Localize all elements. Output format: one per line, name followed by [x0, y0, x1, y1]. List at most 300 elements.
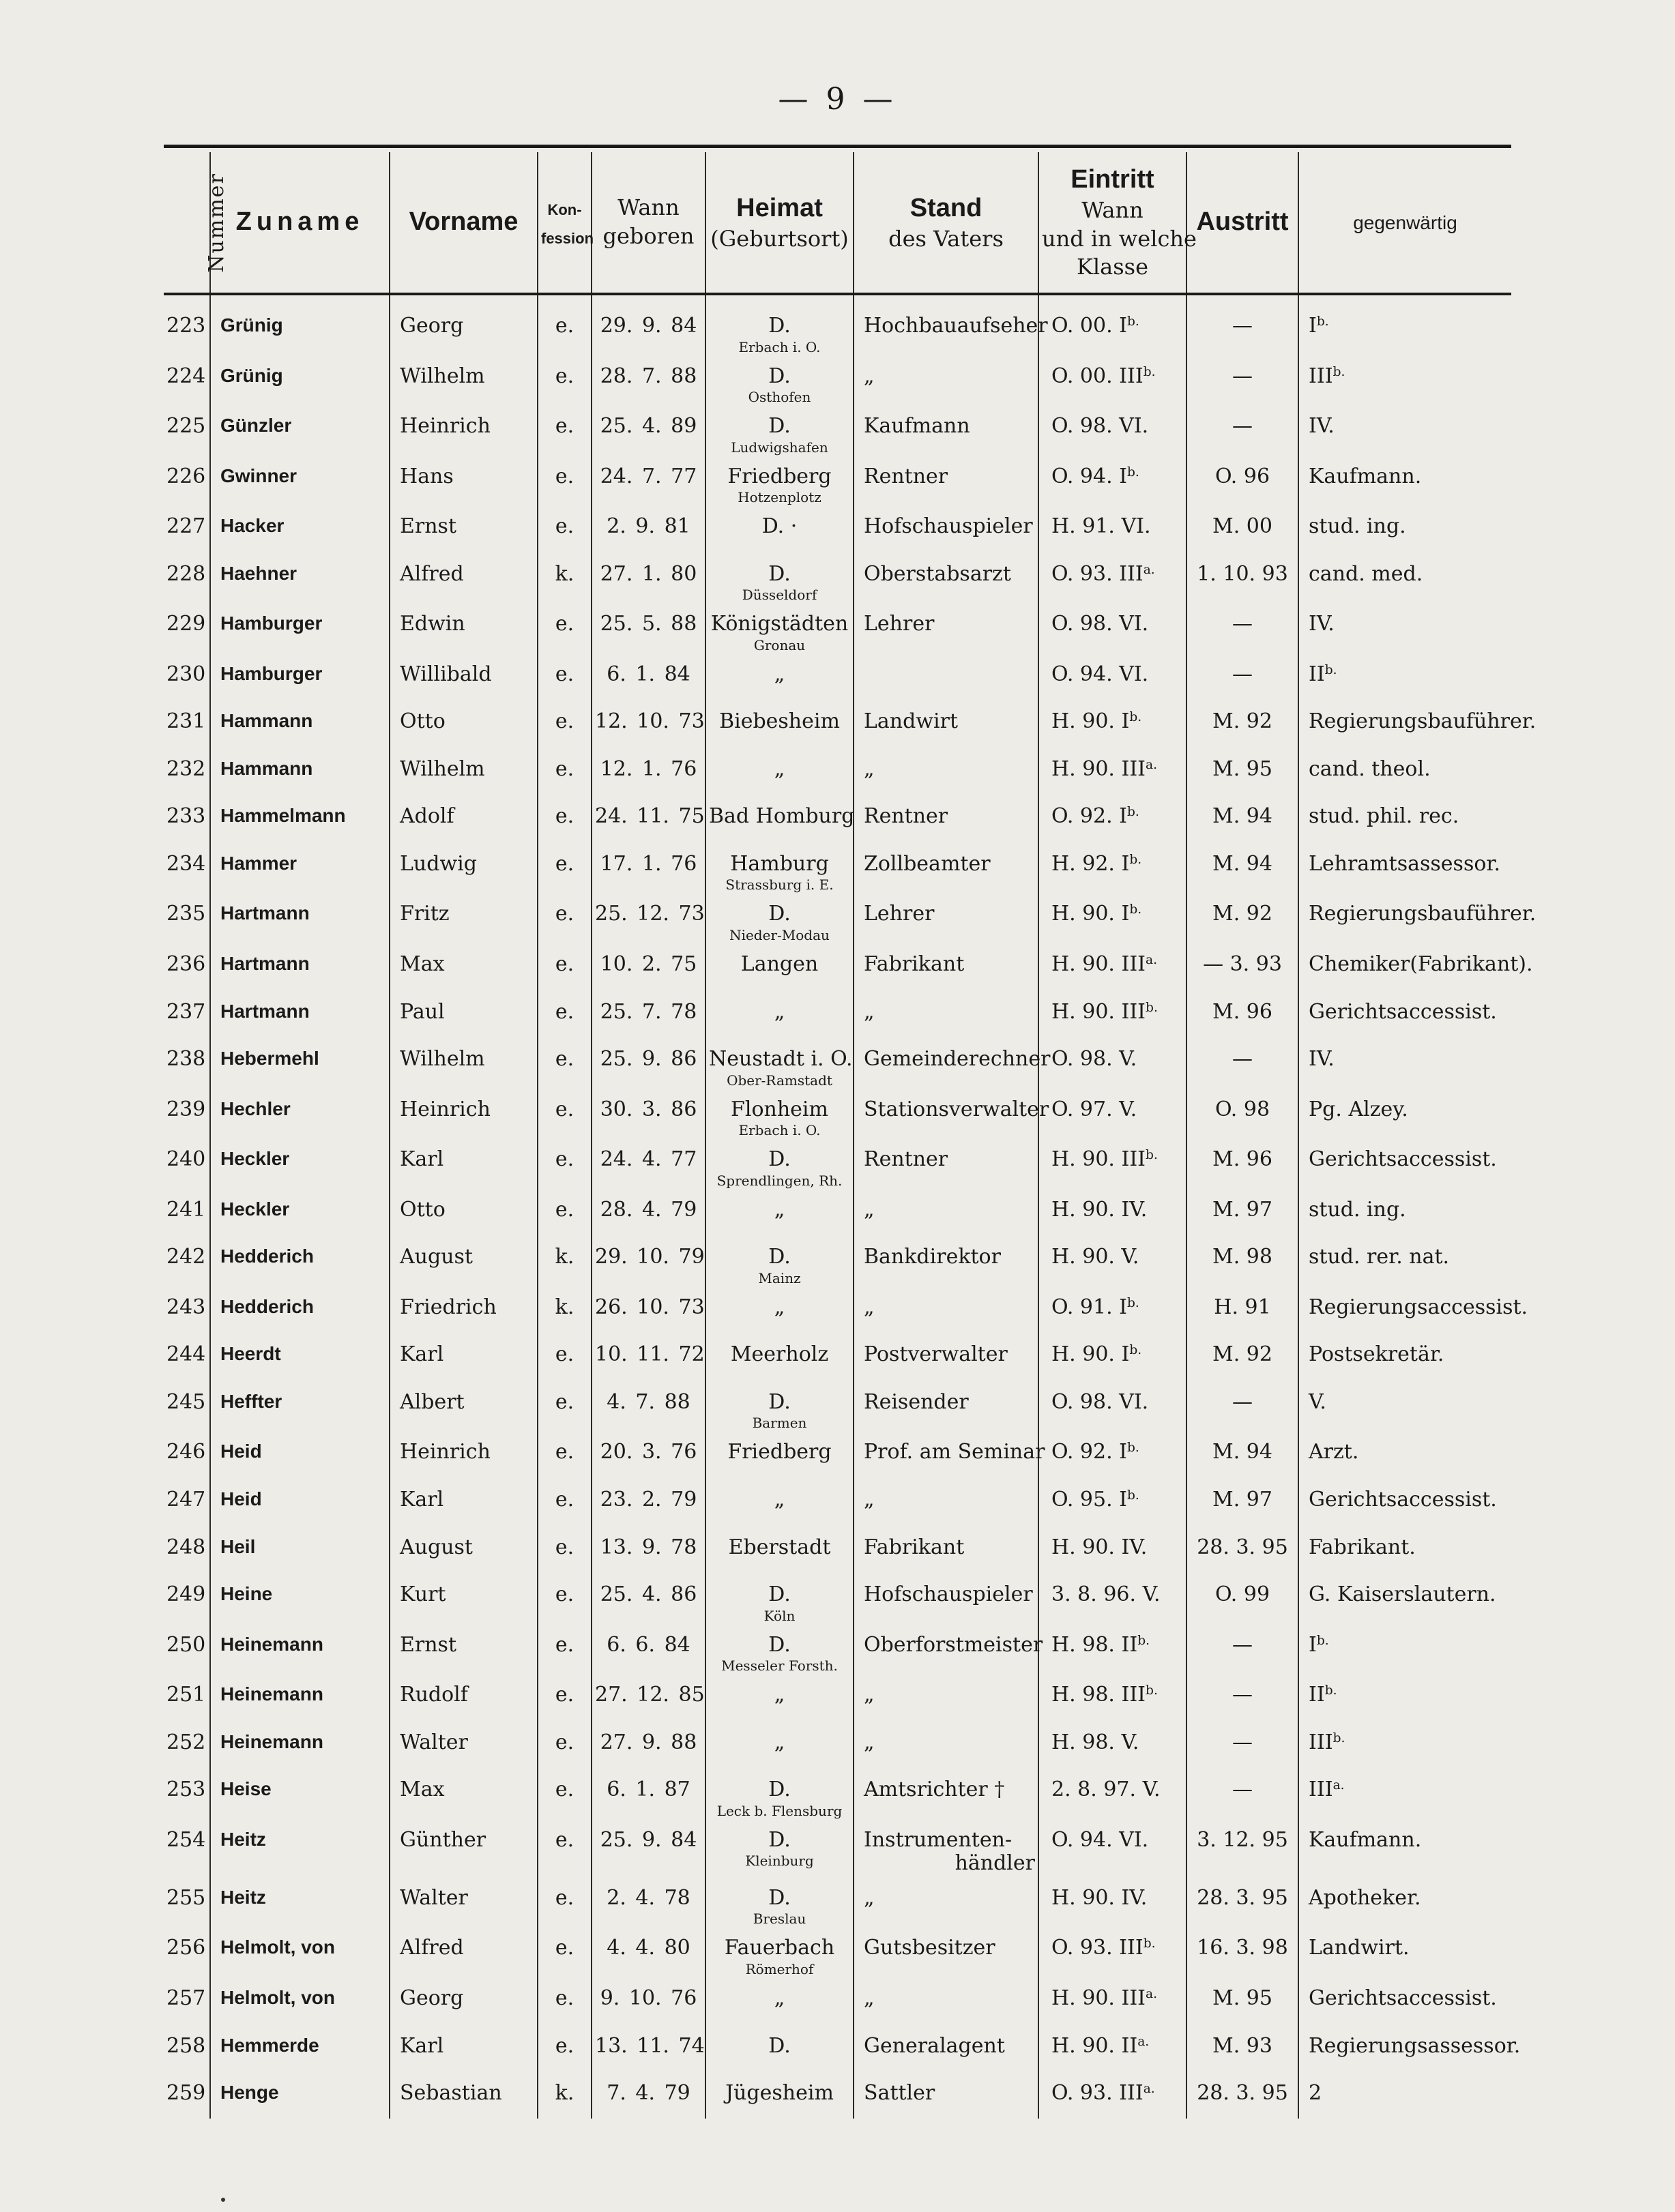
cell-geboren: 29. 9. 84 — [592, 294, 705, 354]
gegenwaertig-text: III — [1309, 364, 1333, 388]
stand-text: Bankdirektor — [864, 1245, 1001, 1269]
heimat-text: D. — [768, 314, 791, 338]
stand-text: „ — [864, 1885, 875, 1910]
cell-eintritt — [1038, 1767, 1186, 1818]
cell-zuname: Hemmerde — [210, 2024, 390, 2071]
eintritt-text: H. 90. I — [1051, 1342, 1130, 1367]
table-row — [164, 2024, 1511, 2071]
table-row — [164, 747, 1511, 795]
cell-gegenwaertig — [1298, 747, 1511, 795]
table-row — [164, 1235, 1511, 1285]
stand-text: Landwirt — [864, 709, 959, 734]
table-row — [164, 504, 1511, 552]
cell-konfession: e. — [538, 699, 592, 747]
header-heimat: Heimat (Geburtsort) — [705, 152, 854, 294]
stand-text: Gutsbesitzer — [864, 1936, 995, 1960]
heimat-text: Biebesheim — [719, 709, 840, 734]
cell-nummer: 256 — [166, 1936, 206, 1960]
stand-text: „ — [864, 999, 875, 1024]
cell-eintritt — [1038, 1926, 1186, 1976]
cell-vorname: Georg — [390, 294, 538, 354]
eintritt-superscript: b. — [1127, 464, 1139, 480]
eintritt-text: H. 90. III — [1051, 756, 1146, 781]
gegenwaertig-text: stud. ing. — [1309, 1197, 1406, 1222]
cell-konfession: e. — [538, 1188, 592, 1235]
eintritt-text: O. 00. III — [1051, 364, 1144, 388]
cell-nummer: 235 — [166, 902, 206, 926]
stand-text: Hochbauaufseher — [864, 314, 1048, 338]
stand-text: „ — [864, 1197, 875, 1222]
cell-geboren: 25. 5. 88 — [592, 602, 705, 652]
cell-konfession: e. — [538, 1876, 592, 1926]
heimat-geburtsort: Nieder-Modau — [729, 926, 830, 943]
cell-vorname: Walter — [390, 1720, 538, 1768]
cell-vorname: Wilhelm — [390, 747, 538, 795]
cell-stand — [854, 454, 1038, 505]
table-row — [164, 1818, 1511, 1876]
eintritt-superscript: a. — [1143, 562, 1155, 577]
cell-geboren: 17. 1. 76 — [592, 842, 705, 892]
cell-zuname: Helmolt, von — [210, 1976, 390, 2024]
table-row — [164, 891, 1511, 942]
cell-stand — [854, 1876, 1038, 1926]
cell-geboren: 13. 9. 78 — [592, 1525, 705, 1573]
table-row — [164, 1380, 1511, 1430]
cell-heimat — [705, 1087, 854, 1138]
cell-heimat — [705, 2071, 854, 2119]
cell-heimat — [705, 942, 854, 990]
cell-geboren: 2. 4. 78 — [592, 1876, 705, 1926]
header-zuname: Zuname — [210, 152, 390, 294]
eintritt-text: O. 93. III — [1051, 2081, 1144, 2106]
cell-vorname: Walter — [390, 1876, 538, 1926]
gegenwaertig-text: Gerichtsaccessist. — [1309, 1986, 1497, 2010]
cell-austritt: — 3. 93 — [1186, 942, 1298, 990]
cell-stand — [854, 354, 1038, 404]
cell-nummer: 225 — [166, 414, 206, 438]
cell-geboren: 26. 10. 73 — [592, 1285, 705, 1333]
cell-heimat — [705, 1525, 854, 1573]
gegenwaertig-text: Regierungsassessor. — [1309, 2033, 1521, 2058]
cell-nummer: 259 — [166, 2081, 206, 2106]
table-row — [164, 990, 1511, 1037]
cell-gegenwaertig — [1298, 842, 1511, 892]
heimat-geburtsort: Strassburg i. E. — [725, 876, 834, 894]
cell-gegenwaertig — [1298, 1477, 1511, 1525]
cell-gegenwaertig — [1298, 1876, 1511, 1926]
eintritt-text: O. 98. VI. — [1051, 1389, 1149, 1414]
heimat-text: „ — [774, 1197, 785, 1222]
cell-nummer: 232 — [166, 756, 206, 781]
cell-konfession: e. — [538, 1380, 592, 1430]
eintritt-text: O. 94. VI. — [1051, 662, 1149, 686]
heimat-geburtsort: Erbach i. O. — [738, 338, 821, 355]
cell-eintritt — [1038, 1976, 1186, 2024]
heimat-text: D. — [768, 1245, 791, 1269]
cell-zuname: Hechler — [210, 1087, 390, 1138]
cell-stand — [854, 1037, 1051, 1087]
eintritt-superscript: b. — [1127, 1441, 1139, 1456]
heimat-geburtsort: Gronau — [753, 636, 806, 653]
heimat-text: D. — [768, 561, 791, 586]
heimat-text: Jügesheim — [725, 2081, 834, 2106]
cell-gegenwaertig — [1298, 1430, 1511, 1477]
cell-stand — [854, 294, 1048, 354]
gegenwaertig-text: I — [1309, 314, 1317, 338]
stand-text: „ — [864, 1295, 875, 1319]
cell-nummer: 243 — [166, 1295, 206, 1319]
stand-text: Gemeinderechner — [864, 1047, 1051, 1072]
cell-zuname: Hammelmann — [210, 794, 390, 842]
eintritt-superscript: b. — [1129, 852, 1142, 867]
table-row — [164, 1137, 1511, 1188]
cell-eintritt — [1038, 747, 1186, 795]
stand-text: Lehrer — [864, 902, 935, 926]
heimat-geburtsort: Erbach i. O. — [738, 1122, 821, 1139]
heimat-geburtsort: Hotzenplotz — [738, 489, 821, 505]
cell-stand — [854, 2071, 1038, 2119]
cell-vorname: Georg — [390, 1976, 538, 2024]
heimat-text: Flonheim — [731, 1097, 828, 1121]
table-row — [164, 699, 1511, 747]
cell-geboren: 10. 11. 72 — [592, 1332, 705, 1380]
cell-gegenwaertig — [1298, 1572, 1511, 1623]
eintritt-superscript: a. — [1146, 757, 1158, 772]
cell-zuname: Hedderich — [210, 1285, 390, 1333]
cell-stand — [854, 1525, 1038, 1573]
cell-stand — [854, 1720, 1038, 1768]
eintritt-text: H. 91. VI. — [1051, 514, 1151, 538]
heimat-text: D. — [768, 1582, 791, 1607]
stand-text: Hofschauspieler — [864, 514, 1033, 538]
cell-konfession: e. — [538, 354, 592, 404]
cell-zuname: Heinemann — [210, 1623, 390, 1673]
cell-eintritt — [1038, 1037, 1186, 1087]
cell-nummer: 227 — [166, 514, 206, 538]
cell-austritt: M. 95 — [1186, 1976, 1298, 2024]
heimat-geburtsort: Breslau — [753, 1911, 806, 1928]
cell-eintritt — [1038, 794, 1186, 842]
cell-zuname: Haehner — [210, 552, 390, 602]
cell-stand — [854, 699, 1038, 747]
cell-nummer: 224 — [166, 364, 206, 388]
table-row — [164, 942, 1511, 990]
cell-vorname: Sebastian — [390, 2071, 538, 2119]
cell-vorname: Friedrich — [390, 1285, 538, 1333]
cell-stand — [854, 1430, 1045, 1477]
cell-heimat — [705, 1037, 854, 1087]
cell-geboren: 4. 4. 80 — [592, 1926, 705, 1976]
eintritt-text: O. 91. I — [1051, 1295, 1128, 1319]
cell-eintritt — [1038, 990, 1186, 1037]
heimat-text: Friedberg — [727, 464, 832, 488]
cell-stand — [854, 1926, 1038, 1976]
cell-austritt: — — [1186, 652, 1298, 700]
heimat-text: „ — [774, 756, 785, 781]
stand-text: Generalagent — [864, 2033, 1005, 2058]
cell-eintritt — [1038, 1876, 1186, 1926]
cell-gegenwaertig — [1298, 1623, 1511, 1673]
cell-austritt: M. 92 — [1186, 1332, 1298, 1380]
cell-austritt: M. 98 — [1186, 1235, 1298, 1285]
cell-eintritt — [1038, 1572, 1186, 1623]
cell-nummer: 223 — [166, 314, 206, 338]
cell-heimat — [705, 1818, 854, 1876]
eintritt-text: H. 90. III — [1051, 1147, 1146, 1172]
table-row — [164, 602, 1511, 652]
cell-zuname: Heckler — [210, 1137, 390, 1188]
heimat-geburtsort: Sprendlingen, Rh. — [716, 1172, 843, 1189]
cell-nummer: 244 — [166, 1342, 206, 1367]
cell-zuname: Heinemann — [210, 1672, 390, 1720]
cell-geboren: 28. 4. 79 — [592, 1188, 705, 1235]
cell-eintritt — [1038, 1818, 1186, 1876]
cell-nummer: 236 — [166, 952, 206, 976]
eintritt-text: O. 95. I — [1051, 1488, 1128, 1512]
cell-eintritt — [1038, 942, 1186, 990]
cell-zuname: Hamburger — [210, 602, 390, 652]
cell-heimat — [705, 1876, 854, 1926]
cell-austritt: — — [1186, 404, 1298, 454]
cell-vorname: Heinrich — [390, 1087, 538, 1138]
cell-austritt: M. 97 — [1186, 1477, 1298, 1525]
cell-nummer: 257 — [166, 1986, 206, 2010]
eintritt-text: O. 94. I — [1051, 464, 1128, 488]
stand-text: Fabrikant — [864, 952, 965, 976]
heimat-text: Fauerbach — [724, 1936, 835, 1960]
cell-konfession: e. — [538, 1976, 592, 2024]
cell-konfession: k. — [538, 1285, 592, 1333]
cell-vorname: Fritz — [390, 891, 538, 942]
cell-konfession: e. — [538, 454, 592, 505]
cell-konfession: k. — [538, 1235, 592, 1285]
eintritt-superscript: b. — [1137, 1633, 1150, 1648]
cell-geboren: 30. 3. 86 — [592, 1087, 705, 1138]
eintritt-text: H. 90. IV. — [1051, 1197, 1148, 1222]
eintritt-text: O. 00. I — [1051, 314, 1128, 338]
cell-konfession: e. — [538, 990, 592, 1037]
gegenwaertig-superscript: b. — [1316, 314, 1329, 329]
cell-stand — [854, 1767, 1038, 1818]
cell-geboren: 6. 6. 84 — [592, 1623, 705, 1673]
cell-geboren: 29. 10. 79 — [592, 1235, 705, 1285]
cell-gegenwaertig — [1298, 504, 1511, 552]
cell-eintritt — [1038, 652, 1186, 700]
cell-geboren: 27. 1. 80 — [592, 552, 705, 602]
cell-nummer: 255 — [166, 1885, 206, 1910]
heimat-geburtsort: Römerhof — [745, 1960, 814, 1977]
cell-vorname: Hans — [390, 454, 538, 505]
cell-konfession: e. — [538, 1926, 592, 1976]
eintritt-text: O. 98. V. — [1051, 1047, 1137, 1072]
table-row — [164, 842, 1511, 892]
cell-nummer: 233 — [166, 804, 206, 829]
cell-stand — [854, 1332, 1038, 1380]
cell-austritt: — — [1186, 602, 1298, 652]
cell-stand — [854, 747, 1038, 795]
stand-text: Rentner — [864, 804, 948, 829]
eintritt-superscript: b. — [1129, 709, 1142, 724]
gegenwaertig-text: Chemiker(Fabrikant). — [1309, 952, 1533, 976]
cell-gegenwaertig — [1298, 1818, 1511, 1876]
cell-heimat — [705, 1720, 854, 1768]
cell-heimat — [705, 1188, 854, 1235]
cell-nummer: 251 — [166, 1683, 206, 1707]
header-konfession: Kon- fession — [538, 152, 592, 294]
cell-heimat — [705, 1430, 854, 1477]
gegenwaertig-text: Gerichtsaccessist. — [1309, 999, 1497, 1024]
gegenwaertig-text: Landwirt. — [1309, 1936, 1410, 1960]
cell-austritt: M. 96 — [1186, 1137, 1298, 1188]
cell-konfession: e. — [538, 1720, 592, 1768]
cell-eintritt — [1038, 404, 1186, 454]
cell-eintritt — [1038, 1235, 1186, 1285]
eintritt-superscript: a. — [1146, 952, 1158, 967]
cell-heimat — [705, 1926, 854, 1976]
stand-text: Reisender — [864, 1389, 969, 1414]
stand-text: Fabrikant — [864, 1535, 965, 1559]
cell-gegenwaertig — [1298, 1672, 1511, 1720]
cell-nummer: 254 — [166, 1827, 206, 1852]
cell-austritt: 1. 10. 93 — [1186, 552, 1298, 602]
stand-text: Rentner — [864, 1147, 948, 1172]
cell-geboren: 7. 4. 79 — [592, 2071, 705, 2119]
gegenwaertig-text: 2 — [1309, 2081, 1322, 2106]
stand-text: „ — [864, 1730, 875, 1754]
cell-heimat — [705, 454, 854, 505]
cell-zuname: Hartmann — [210, 990, 390, 1037]
eintritt-superscript: a. — [1143, 2081, 1155, 2096]
cell-gegenwaertig — [1298, 794, 1511, 842]
gegenwaertig-text: Postsekretär. — [1309, 1342, 1444, 1367]
cell-vorname: Otto — [390, 699, 538, 747]
eintritt-text: H. 90. IV. — [1051, 1535, 1148, 1559]
heimat-geburtsort: Messeler Forsth. — [721, 1657, 838, 1675]
eintritt-text: O. 93. III — [1051, 1936, 1144, 1960]
cell-zuname: Hamburger — [210, 652, 390, 700]
header-stand: Stand des Vaters — [854, 152, 1038, 294]
heimat-text: D. — [768, 2033, 791, 2058]
cell-heimat — [705, 504, 854, 552]
cell-vorname: Karl — [390, 2024, 538, 2071]
cell-gegenwaertig — [1298, 1380, 1511, 1430]
cell-nummer: 247 — [166, 1488, 206, 1512]
cell-nummer: 249 — [166, 1582, 206, 1607]
cell-geboren: 6. 1. 87 — [592, 1767, 705, 1818]
cell-konfession: e. — [538, 652, 592, 700]
cell-stand — [854, 1572, 1038, 1623]
cell-gegenwaertig — [1298, 1976, 1511, 2024]
cell-gegenwaertig — [1298, 2071, 1511, 2119]
heimat-geburtsort: Köln — [763, 1607, 796, 1624]
cell-vorname: Max — [390, 942, 538, 990]
cell-geboren: 12. 1. 76 — [592, 747, 705, 795]
cell-nummer: 248 — [166, 1535, 206, 1559]
cell-eintritt — [1038, 602, 1186, 652]
cell-stand — [854, 552, 1038, 602]
heimat-text: Meerholz — [730, 1342, 829, 1367]
table-row — [164, 1087, 1511, 1138]
stand-text: Sattler — [864, 2081, 935, 2106]
heimat-geburtsort: Barmen — [752, 1415, 807, 1432]
heimat-text: Hamburg — [730, 851, 829, 876]
heimat-text: Eberstadt — [728, 1535, 831, 1559]
stand-text: Oberforstmeister — [864, 1632, 1043, 1657]
cell-stand — [854, 652, 1038, 700]
gegenwaertig-superscript: a. — [1332, 1778, 1345, 1793]
cell-heimat — [705, 1767, 854, 1818]
cell-eintritt — [1038, 1285, 1186, 1333]
header-gegenwaertig: gegenwärtig — [1298, 152, 1511, 294]
cell-eintritt — [1038, 1672, 1186, 1720]
cell-konfession: e. — [538, 1767, 592, 1818]
cell-austritt: 28. 3. 95 — [1186, 1525, 1298, 1573]
cell-austritt: M. 94 — [1186, 842, 1298, 892]
table-row — [164, 1720, 1511, 1768]
cell-geboren: 28. 7. 88 — [592, 354, 705, 404]
cell-zuname: Heid — [210, 1477, 390, 1525]
gegenwaertig-text: Regierungsbauführer. — [1309, 902, 1536, 926]
cell-eintritt — [1038, 354, 1186, 404]
cell-austritt: 16. 3. 98 — [1186, 1926, 1298, 1976]
cell-konfession: e. — [538, 794, 592, 842]
cell-eintritt — [1038, 1477, 1186, 1525]
cell-stand — [854, 1087, 1049, 1138]
table-row — [164, 552, 1511, 602]
eintritt-text: O. 98. VI. — [1051, 612, 1149, 636]
cell-austritt: — — [1186, 1623, 1298, 1673]
stand-text: Prof. am Seminar — [864, 1440, 1045, 1464]
gegenwaertig-text: cand. med. — [1309, 561, 1423, 586]
gegenwaertig-text: Apotheker. — [1309, 1885, 1421, 1910]
cell-vorname: Rudolf — [390, 1672, 538, 1720]
cell-vorname: Wilhelm — [390, 354, 538, 404]
cell-heimat — [705, 294, 854, 354]
cell-konfession: e. — [538, 1623, 592, 1673]
cell-nummer: 252 — [166, 1730, 206, 1754]
cell-konfession: e. — [538, 504, 592, 552]
cell-heimat — [705, 1235, 854, 1285]
cell-gegenwaertig — [1298, 652, 1511, 700]
cell-eintritt — [1038, 2071, 1186, 2119]
cell-geboren: 24. 11. 75 — [592, 794, 705, 842]
cell-konfession: e. — [538, 404, 592, 454]
cell-nummer: 245 — [166, 1389, 206, 1414]
ink-speck — [221, 2198, 225, 2202]
gegenwaertig-text: cand. theol. — [1309, 756, 1431, 781]
stand-text: Hofschauspieler — [864, 1582, 1033, 1607]
eintritt-superscript: b. — [1129, 1343, 1142, 1358]
gegenwaertig-text: Arzt. — [1309, 1440, 1359, 1464]
gegenwaertig-text: stud. ing. — [1309, 514, 1406, 538]
heimat-text: „ — [774, 1488, 785, 1512]
cell-nummer: 237 — [166, 999, 206, 1024]
cell-eintritt — [1038, 2024, 1186, 2071]
gegenwaertig-text: Gerichtsaccessist. — [1309, 1488, 1497, 1512]
cell-geboren: 25. 4. 89 — [592, 404, 705, 454]
cell-konfession: e. — [538, 1430, 592, 1477]
eintritt-text: H. 90. II — [1051, 2033, 1138, 2058]
cell-austritt: — — [1186, 1720, 1298, 1768]
cell-nummer: 231 — [166, 709, 206, 734]
cell-konfession: e. — [538, 747, 592, 795]
eintritt-superscript: b. — [1127, 805, 1139, 820]
gegenwaertig-text: Kaufmann. — [1309, 1827, 1422, 1852]
gegenwaertig-text: IV. — [1309, 1047, 1335, 1072]
table-row — [164, 1976, 1511, 2024]
cell-konfession: e. — [538, 1672, 592, 1720]
cell-heimat — [705, 842, 854, 892]
